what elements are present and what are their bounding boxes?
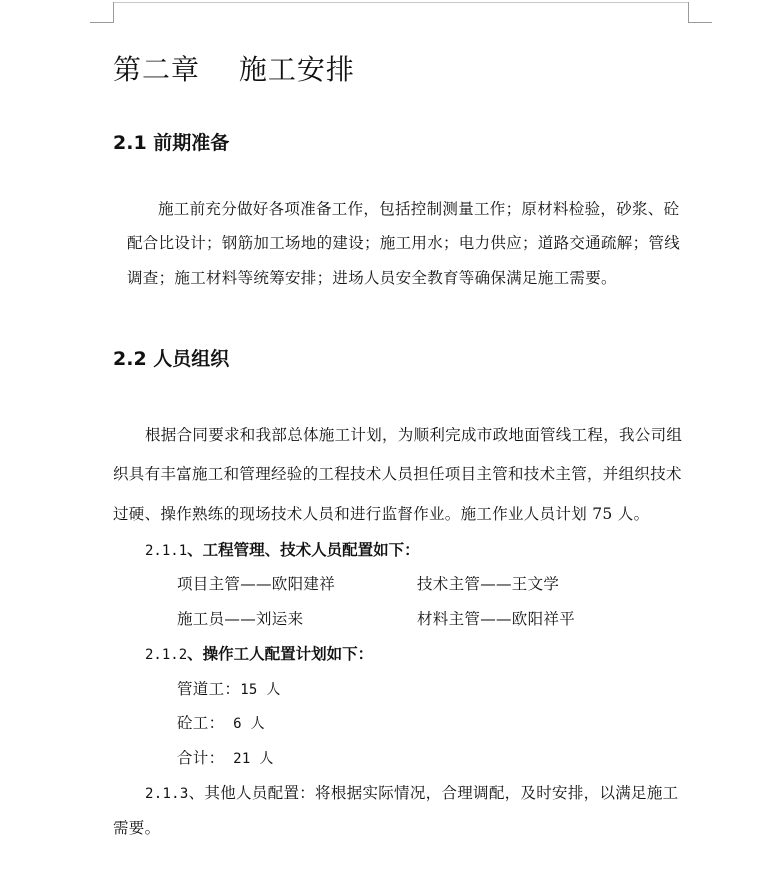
staffing-heading (145, 538, 420, 560)
worker-item-value: 21 人 (224, 751, 274, 767)
section-title-2-1: 2.1 前期准备 (113, 132, 230, 154)
section-2-1-line-2: 配合比设计；钢筋加工场地的建设；施工用水；电力供应；道路交通疏解；管线 (127, 234, 681, 252)
others-heading-number: 2.1.3 (145, 786, 189, 802)
section-2-2-line-2: 织具有丰富施工和管理经验的工程技术人员担任项目主管和技术主管，并组织技术 (113, 465, 682, 483)
worker-item-label: 砼工： (177, 714, 225, 732)
section-2-2-line-1: 根据合同要求和我部总体施工计划，为顺利完成市政地面管线工程，我公司组 (145, 426, 683, 444)
staffing-heading-text: 、工程管理、技术人员配置如下： (187, 540, 420, 559)
worker-item-value: 6 人 (224, 716, 265, 732)
staff-material-manager: 材料主管——欧阳祥平 (417, 610, 576, 628)
worker-item-value: 15 人 (240, 682, 281, 698)
staffing-heading-number: 2.1.1 (145, 543, 188, 559)
worker-item-label: 管道工： (177, 680, 241, 698)
section-2-2-line-3: 过硬、操作熟练的现场技术人员和进行监督作业。施工作业人员计划 75 人。 (113, 505, 650, 523)
others-text-line-2: 需要。 (113, 819, 161, 837)
section-title-2-2: 2.2 人员组织 (113, 348, 230, 370)
workers-heading-number: 2.1.2 (145, 647, 188, 663)
staff-technical-manager: 技术主管——王文学 (417, 575, 560, 593)
section-2-1-line-1: 施工前充分做好各项准备工作，包括控制测量工作；原材料检验，砂浆、砼 (158, 200, 680, 218)
workers-heading-text: 、操作工人配置计划如下： (187, 644, 374, 663)
page-corner-mark-right-vertical (688, 2, 689, 23)
section-2-1-line-3: 调查；施工材料等统筹安排；进场人员安全教育等确保满足施工需要。 (127, 269, 617, 287)
chapter-title: 第二章 施工安排 (113, 53, 355, 86)
staff-construction-worker: 施工员——刘运来 (177, 610, 304, 628)
page-top-border (113, 2, 689, 3)
worker-item-total (177, 746, 274, 768)
worker-item-concrete (177, 711, 265, 733)
workers-heading (145, 642, 373, 664)
page-corner-mark-right (688, 22, 712, 23)
worker-item-pipe (177, 677, 281, 699)
staff-project-manager: 项目主管——欧阳建祥 (177, 575, 336, 593)
page-corner-mark-left-vertical (113, 2, 114, 23)
worker-item-label: 合计： (177, 749, 225, 767)
page-corner-mark-left (90, 22, 114, 23)
others-line-1 (145, 781, 678, 803)
others-text-line-1: 、其他人员配置：将根据实际情况，合理调配，及时安排，以满足施工 (188, 784, 679, 802)
